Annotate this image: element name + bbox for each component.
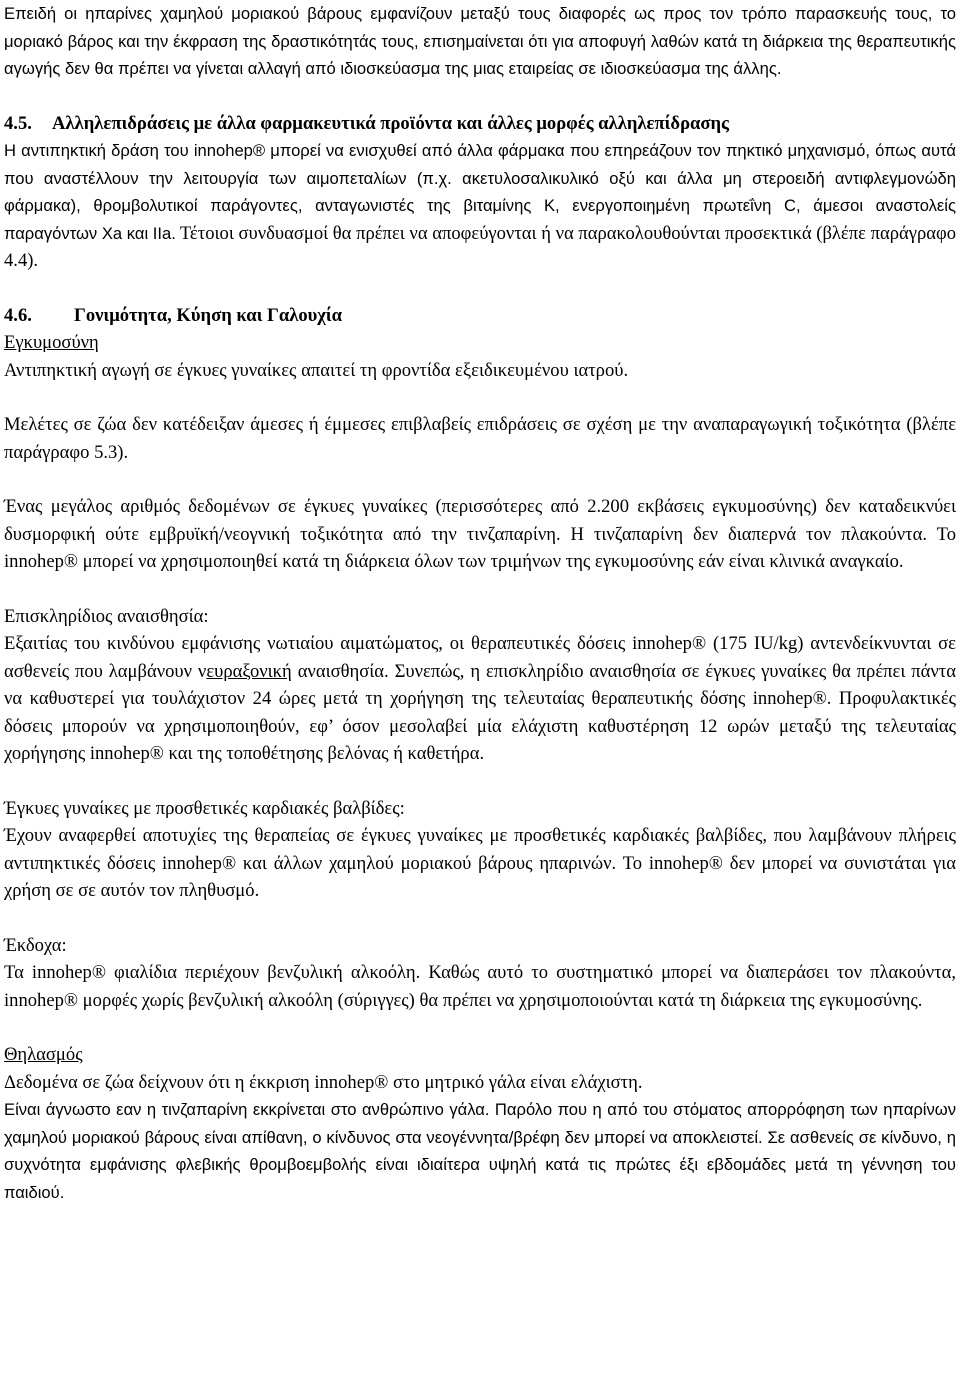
interactions-text-sans: Η αντιπηκτική δράση του innohep® μπορεί να ενισχυθεί από άλλα φάρμακα που επηρεάζουν τον πηκτικό μηχανισμό, όπως αυτά που αναστέλλουν την λειτουργία των αιμοπεταλίων (π.χ. ακετυλοσαλικυλικό οξύ και άλλα μη στεροειδή αντιφλεγμονώδη φάρμακα), θρομβολυτικοί παράγοντες, ανταγωνιστές της βιταμίνης Κ, ενεργοποιημένη πρωτεΐνη C, άμεσοι αναστολείς παραγόντων Xa και IIa. [4, 141, 956, 243]
pregnancy-paragraph-3: Ένας μεγάλος αριθμός δεδομένων σε έγκυες γυναίκες (περισσότερες από 2.200 εκβάσεις εγκυμοσύνης) δεν καταδεικνύει δυσμορφική ούτε εμβρυϊκή/νεογνική τοξικότητα από την τινζαπαρίνη. Η τινζαπαρίνη δεν διαπερνά τον πλακούντα. Το innohep® μπορεί να χρησιμοποιηθεί κατά τη διάρκεια όλων των τριμήνων της εγκυμοσύνης εάν είναι κλινικά αναγκαίο. [4, 496, 956, 572]
section-4-5-heading [4, 110, 956, 138]
spacer [4, 1014, 956, 1041]
spacer [4, 83, 956, 110]
spacer [4, 466, 956, 493]
spacer [4, 384, 956, 411]
epidural-text-a: Εξαιτίας του κινδύνου εμφάνισης νωτιαίου αιματώματος, οι θεραπευτικές δόσεις innohep® (175 IU/kg) αντενδείκνυνται σε ασθενείς που λαμβάνουν ν [4, 633, 956, 682]
spacer [4, 576, 956, 603]
valves-heading: Έγκυες γυναίκες με προσθετικές καρδιακές βαλβίδες: [4, 797, 405, 819]
lactation-paragraph-2: Είναι άγνωστο εαν η τινζαπαρίνη εκκρίνεται στο ανθρώπινο γάλα. Παρόλο που η από του στόματος απορρόφηση των ηπαρίνων χαμηλού μοριακού βάρους είναι απίθανη, ο κίνδυνος στα νεογέννητα/βρέφη δεν μπορεί να αποκλειστεί. Σε ασθενείς σε κίνδυνο, η συχνότητα εμφάνισης φλεβικής θρομβοεμβολής είναι ιδιαίτερα υψηλή κατά τις πρώτες έξι εβδομάδες μετά τη γέννηση του παιδιού. [4, 1100, 956, 1202]
pregnancy-heading: Εγκυμοσύνη [4, 332, 99, 353]
section-4-6-heading [4, 302, 956, 330]
epidural-heading: Επισκληρίδιος αναισθησία: [4, 605, 209, 627]
intro-paragraph: Επειδή οι ηπαρίνες χαμηλού μοριακού βάρους εμφανίζουν μεταξύ τους διαφορές ως προς τον τρόπο παρασκευής τους, το μοριακό βάρος και την έκφραση της δραστικότητάς τους, επισημαίνεται ότι για αποφυγή λαθών κατά τη διάρκεια της θεραπευτικής αγωγής δεν θα πρέπει να γίνεται αλλαγή από ιδιοσκεύασμα της μιας εταιρείας σε ιδιοσκεύασμα της άλλης. [4, 4, 956, 78]
epidural-text-b: αναισθησία. [291, 660, 389, 682]
interactions-paragraph [4, 137, 956, 275]
lactation-paragraph-1: Δεδομένα σε ζώα δείχνουν ότι η έκκριση innohep® στο μητρικό γάλα είναι ελάχιστη. [4, 1071, 643, 1093]
section-number: 4.6. [4, 304, 32, 326]
lactation-heading: Θηλασμός [4, 1044, 83, 1065]
epidural-text-underlined: ευραξονική [206, 660, 292, 682]
excipient-heading: Έκδοχα: [4, 934, 67, 956]
excipient-paragraph: Τα innohep® φιαλίδια περιέχουν βενζυλική αλκοόλη. Καθώς αυτό το συστηματικό μπορεί να διαπεράσει τον πλακούντα, innohep® μορφές χωρίς βενζυλική αλκοόλη (σύριγγες) θα πρέπει να χρησιμοποιούνται κατά τη διάρκεια της εγκυμοσύνης. [4, 962, 956, 1011]
spacer [4, 275, 956, 302]
pregnancy-paragraph-2: Μελέτες σε ζώα δεν κατέδειξαν άμεσες ή έμμεσες επιβλαβείς επιδράσεις σε σχέση με την αναπαραγωγική τοξικότητα (βλέπε παράγραφο 5.3). [4, 414, 956, 463]
interactions-text-serif: Τέτοιοι συνδυασμοί θα πρέπει να αποφεύγονται ή να παρακολουθούνται προσεκτικά (βλέπε παράγραφο 4.4). [4, 222, 957, 271]
section-title: Αλληλεπιδράσεις με άλλα φαρμακευτικά προϊόντα και άλλες μορφές αλληλεπίδρασης [52, 112, 729, 134]
section-title: Γονιμότητα, Κύηση και Γαλουχία [74, 304, 343, 326]
epidural-text-c: Συνεπώς, η επισκληρίδιο αναισθησία σε έγκυες γυναίκες θα πρέπει πάντα να καθυστερεί για τουλάχιστον 24 ώρες μετά τη χορήγηση της τελευταίας θεραπευτικής δόσης innohep®. Προφυλακτικές δόσεις μπορούν να χρησιμοποιηθούν, εφ’ όσον μεσολαβεί μία ελάχιστη καθυστέρηση 12 ωρών μεταξύ της τελευταίας χορήγησης innohep® και της τοποθέτησης βελόνας ή καθετήρα. [4, 660, 956, 764]
spacer [4, 905, 956, 932]
epidural-paragraph [4, 630, 956, 768]
section-number: 4.5. [4, 112, 32, 134]
spacer [4, 768, 956, 795]
pregnancy-paragraph-1: Αντιπηκτική αγωγή σε έγκυες γυναίκες απαιτεί τη φροντίδα εξειδικευμένου ιατρού. [4, 359, 629, 381]
valves-paragraph: Έχουν αναφερθεί αποτυχίες της θεραπείας σε έγκυες γυναίκες με προσθετικές καρδιακές βαλβίδες, που λαμβάνουν πλήρεις αντιπηκτικές δόσεις innohep® και άλλων χαμηλού μοριακού βάρους ηπαρινών. Το innohep® δεν μπορεί να συνιστάται για χρήση σε σε αυτόν τον πληθυσμό. [4, 825, 956, 901]
